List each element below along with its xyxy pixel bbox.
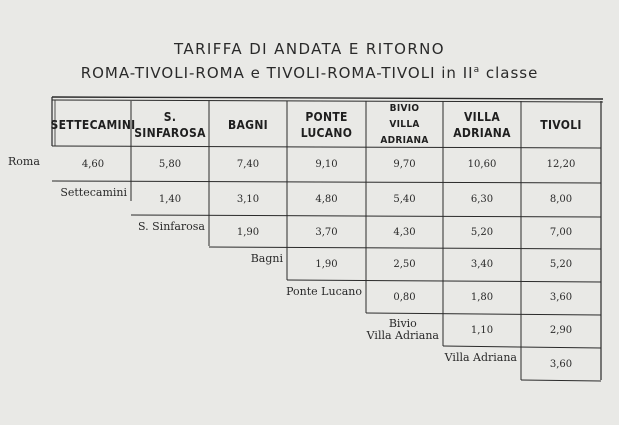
origin-label: Ponte Lucano xyxy=(286,285,362,298)
header-villa-adriana: VILLA ADRIANA xyxy=(453,109,511,140)
header-bagni: BAGNI xyxy=(228,117,268,132)
fare-cell: 5,20 xyxy=(470,226,494,238)
header-s-sinfarosa: S. SINFAROSA xyxy=(134,109,206,140)
subtitle-main: ROMA-TIVOLI-ROMA e TIVOLI-ROMA-TIVOLI in II xyxy=(80,64,474,82)
fare-cell: 1,80 xyxy=(470,292,494,303)
subtitle-superscript: a xyxy=(473,65,481,75)
fare-cell: 6,30 xyxy=(470,193,494,205)
fare-cell: 3,60 xyxy=(549,292,573,303)
fare-cell: 3,40 xyxy=(470,259,494,270)
fare-cell: 1,90 xyxy=(315,259,338,270)
origin-label: Villa Adriana xyxy=(444,351,517,364)
fare-cell: 3,10 xyxy=(236,193,260,205)
header-settecamini: SETTECAMINI xyxy=(50,117,136,132)
fare-cell: 12,20 xyxy=(546,159,576,170)
fare-cell: 4,80 xyxy=(315,193,338,205)
fare-cell: 4,60 xyxy=(81,159,105,170)
origin-label-line: Bivio xyxy=(388,317,417,330)
origin-label-line: Villa Adriana xyxy=(366,329,439,342)
header-line: VILLA ADRIANA xyxy=(380,118,429,146)
fare-cell: 9,70 xyxy=(393,159,416,170)
fare-cell: 4,30 xyxy=(393,226,416,238)
fare-cell: 5,40 xyxy=(393,193,416,205)
subtitle-end: classe xyxy=(480,64,539,82)
fare-cell: 3,60 xyxy=(549,358,573,370)
fare-cell: 1,10 xyxy=(470,325,494,336)
fare-cell: 9,10 xyxy=(315,159,338,170)
origin-label xyxy=(367,318,439,342)
fare-cell: 3,70 xyxy=(315,226,338,238)
fare-cell: 10,60 xyxy=(467,159,497,170)
fare-cell: 2,90 xyxy=(549,325,573,336)
fare-cell: 0,80 xyxy=(393,292,416,303)
fare-cell: 8,00 xyxy=(549,193,573,205)
origin-label: Roma xyxy=(8,155,40,168)
table-title: TARIFFA DI ANDATA E RITORNO xyxy=(174,40,445,58)
fare-cell: 7,40 xyxy=(236,159,260,170)
header-line: BIVIO xyxy=(389,102,420,114)
fare-cell: 1,40 xyxy=(158,193,182,205)
fare-cell: 2,50 xyxy=(393,259,416,270)
header-tivoli: TIVOLI xyxy=(540,117,582,132)
fare-cell: 5,20 xyxy=(549,259,573,270)
origin-label: S. Sinfarosa xyxy=(138,220,205,233)
fare-cell: 5,80 xyxy=(158,159,182,170)
fare-cell: 1,90 xyxy=(236,226,260,238)
origin-label: Bagni xyxy=(250,252,283,265)
fare-cell: 7,00 xyxy=(549,226,573,238)
header-ponte-lucano: PONTE LUCANO xyxy=(300,109,353,140)
header-bivio-villa-adriana xyxy=(366,102,443,147)
origin-label: Settecamini xyxy=(60,186,127,199)
